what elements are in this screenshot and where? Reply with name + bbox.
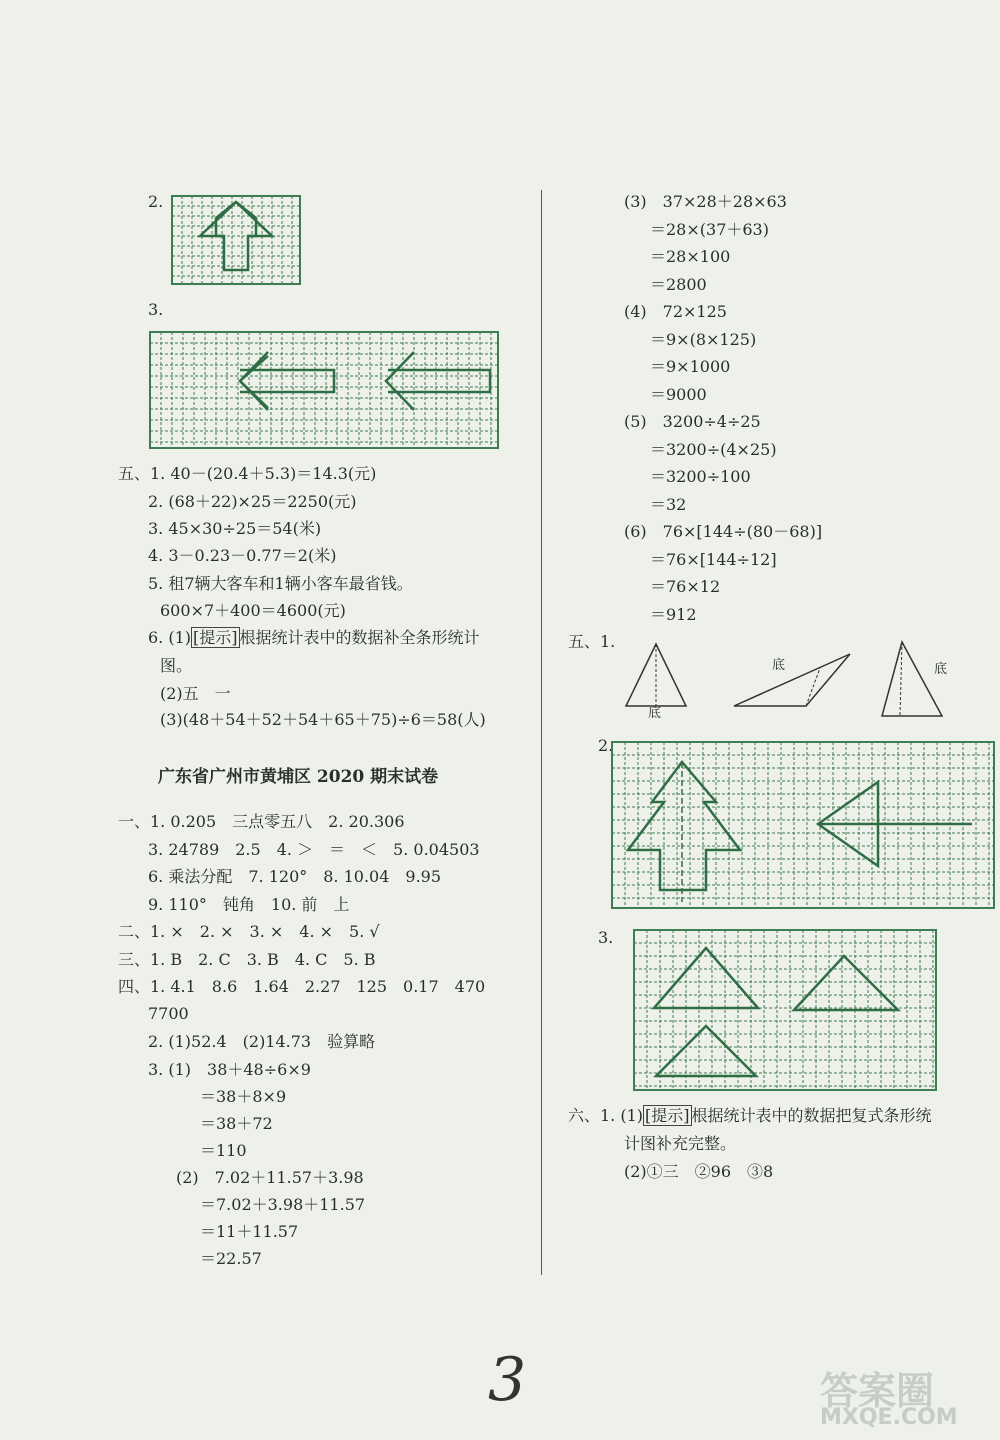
five-line-10: (3)(48＋54＋52＋54＋65＋75)÷6＝58(人): [160, 710, 486, 729]
six-prefix: 六、1. (1): [568, 1106, 644, 1125]
triangles-grid: [634, 930, 940, 1094]
calc-line-3: ＝2800: [650, 274, 707, 294]
exam-line-1: 3. 24789 2.5 4. ＞ ＝ ＜ 5. 0.04503: [148, 840, 480, 859]
arrow-left-grid: [150, 332, 500, 450]
five-line-9: (2)五 一: [160, 684, 231, 703]
five-line-4: 5. 租7辆大客车和1辆小客车最省钱。: [148, 574, 413, 593]
five-line-0: 五、1. 40－(20.4＋5.3)＝14.3(元): [118, 464, 377, 483]
fig2-label: 2.: [148, 192, 164, 211]
base-label-2: 底: [772, 658, 786, 673]
calc-line-7: ＝9000: [650, 384, 707, 404]
tree-arrow-grid: [612, 742, 996, 910]
five-6-prefix: 6. (1): [148, 628, 192, 647]
five-line-5: 600×7＋400＝4600(元): [160, 601, 346, 620]
calc-line-15: ＝912: [650, 604, 697, 624]
five-6-text: 根据统计表中的数据补全条形统计: [239, 628, 480, 647]
six-hint: [提示]: [645, 1106, 690, 1125]
exam-line-5: 三、1. B 2. C 3. B 4. C 5. B: [118, 950, 376, 969]
exam-line-15: ＝11＋11.57: [200, 1222, 299, 1241]
arrow-up-grid: [172, 196, 302, 286]
fig3-label: 3.: [148, 300, 164, 319]
exam-line-0: 一、1. 0.205 三点零五八 2. 20.306: [118, 812, 405, 831]
exam-line-14: ＝7.02＋3.98＋11.57: [200, 1195, 366, 1214]
calc-line-8: (5) 3200÷4÷25: [624, 412, 761, 431]
calc-line-11: ＝32: [650, 494, 687, 514]
handwritten-page-number: 3: [488, 1345, 527, 1415]
calc-line-2: ＝28×100: [650, 247, 731, 266]
calc-line-10: ＝3200÷100: [650, 467, 751, 486]
calc-line-9: ＝3200÷(4×25): [650, 439, 777, 459]
exam-line-16: ＝22.57: [200, 1249, 262, 1268]
fig3-right-label: 3.: [598, 928, 614, 947]
exam-line-7: 7700: [148, 1004, 189, 1023]
watermark-logo: 答案圈: [820, 1369, 935, 1413]
exam-line-12: ＝110: [200, 1141, 247, 1160]
exam-line-2: 6. 乘法分配 7. 120° 8. 10.04 9.95: [148, 867, 442, 886]
five-line-3: 4. 3－0.23－0.77＝2(米): [148, 546, 337, 565]
exam-line-9: 3. (1) 38＋48÷6×9: [148, 1060, 311, 1079]
exam-line-3: 9. 110° 钝角 10. 前 上: [148, 895, 350, 914]
five-6-hint: [提示]: [193, 628, 238, 647]
base-label-3: 底: [934, 662, 948, 677]
five-line-1: 2. (68＋22)×25＝2250(元): [148, 492, 357, 511]
five-line-8: 图。: [160, 656, 193, 675]
calc-line-4: (4) 72×125: [624, 302, 727, 321]
six-line-3: (2)①三 ②96 ③8: [624, 1162, 774, 1181]
watermark-url: MXQE.COM: [820, 1405, 958, 1430]
exam-line-11: ＝38＋72: [200, 1114, 273, 1133]
six-line-1: [568, 1106, 932, 1126]
six-text: 根据统计表中的数据把复式条形统: [691, 1106, 932, 1125]
calc-line-5: ＝9×(8×125): [650, 329, 757, 349]
six-line-2: 计图补充完整。: [624, 1134, 737, 1153]
calc-line-12: (6) 76×[144÷(80－68)]: [624, 522, 823, 541]
column-divider: [541, 190, 542, 1275]
calc-line-14: ＝76×12: [650, 577, 721, 596]
five-line-6: [148, 628, 480, 648]
exam-line-13: (2) 7.02＋11.57＋3.98: [176, 1168, 364, 1187]
five-line-2: 3. 45×30÷25＝54(米): [148, 519, 322, 538]
exam-line-8: 2. (1)52.4 (2)14.73 验算略: [148, 1032, 376, 1051]
calc-line-6: ＝9×1000: [650, 357, 731, 376]
exam-title: 广东省广州市黄埔区 2020 期末试卷: [158, 767, 439, 787]
exam-line-6: 四、1. 4.1 8.6 1.64 2.27 125 0.17 470: [118, 977, 486, 996]
fig2-right-label: 2.: [598, 736, 614, 755]
base-label-1: 底: [648, 706, 662, 721]
section-five-label: 五、1.: [568, 632, 616, 651]
calc-line-0: (3) 37×28＋28×63: [624, 192, 787, 211]
triangles-with-heights: [620, 636, 960, 720]
exam-line-10: ＝38＋8×9: [200, 1087, 287, 1106]
calc-line-1: ＝28×(37＋63): [650, 219, 769, 239]
exam-line-4: 二、1. × 2. × 3. × 4. × 5. √: [118, 922, 380, 941]
calc-line-13: ＝76×[144÷12]: [650, 549, 777, 569]
